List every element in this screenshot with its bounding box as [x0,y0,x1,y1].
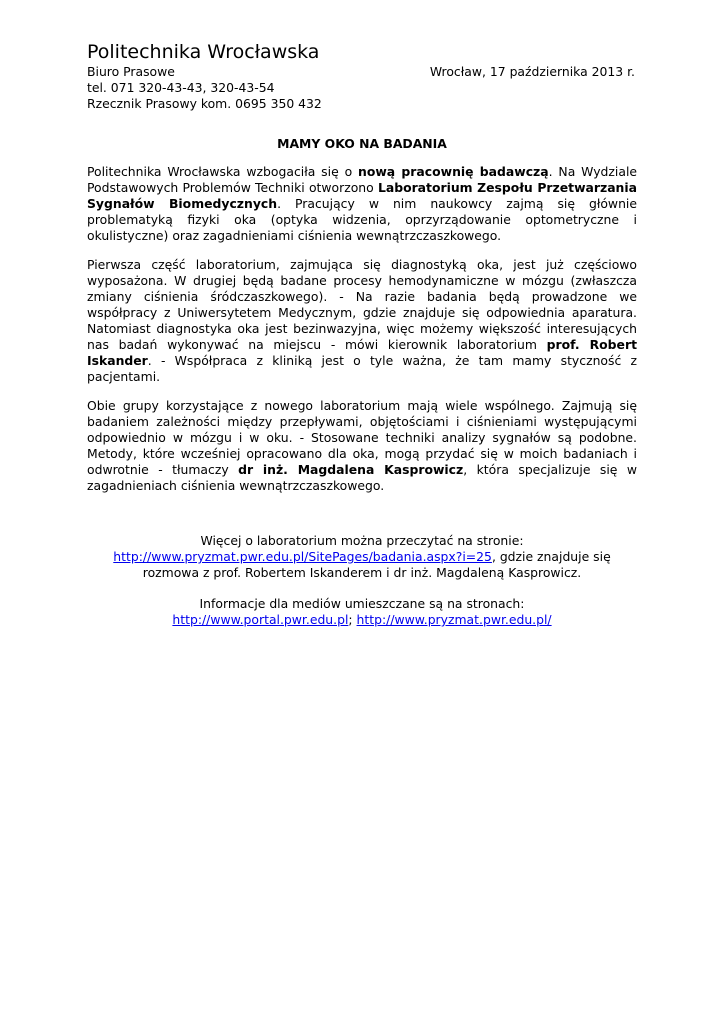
paragraph-1 [87,164,637,244]
document-title: MAMY OKO NA BADANIA [277,136,447,151]
link-separator: ; [348,612,357,627]
media-info-block [87,596,637,628]
p2-text-2: . - Współpraca z kliniką jest o tyle ważna, że tam mamy styczność z pacjentami. [87,353,637,384]
letterhead [87,64,637,112]
p1-text-1: Politechnika Wrocławska wzbogaciła się o [87,164,359,179]
more-info-block [87,533,637,581]
paragraph-2 [87,257,637,385]
more-info-after-link: , gdzie znajduje się [491,549,611,564]
p2-text-1: Pierwsza część laboratorium, zajmująca się diagnostyką oka, jest już częściowo wyposażona. W drugiej będą badane procesy hemodynamiczne w mózgu (zwłaszcza zmiany ciśnienia śródczaszkowego). - Na razie badania będą prowadzone we współpracy z Uniwersytetem Medycznym, gdzie znajduje się odpowiednia aparatura. Natomiast diagnostyka oka jest bezinwazyjna, więc możemy większość interesujących nas badań wykonywać na miejscu - mówi kierownik laboratorium [87,257,637,352]
p1-bold-1: nową pracownię badawczą [358,164,549,179]
media-info-intro: Informacje dla mediów umieszczane są na stronach: [199,596,525,611]
spokesperson-contact: Rzecznik Prasowy kom. 0695 350 432 [87,96,322,111]
p1-text-2: . Na Wydziale Podstawowych Problemów Techniki otworzono [87,164,638,195]
laboratory-article-link[interactable]: http://www.pryzmat.pwr.edu.pl/SitePages/badania.aspx?i=25 [113,549,492,564]
p3-text-2: , która specjalizuje się w zagadnieniach ciśnienia wewnątrzczaszkowego. [87,462,637,493]
pryzmat-link[interactable]: http://www.pryzmat.pwr.edu.pl/ [356,612,552,627]
press-release-page [87,40,637,628]
organization-name: Politechnika Wrocławska [87,41,320,63]
press-office-label: Biuro Prasowe [87,64,175,79]
p3-text-1: Obie grupy korzystające z nowego laboratorium mają wiele wspólnego. Zajmują się badaniem zależności między przepływami, objętościami i ciśnieniami występującymi odpowiednio w mózgu i w oku. - Stosowane techniki analizy sygnałów są podobne. Metody, które wcześniej opracowano dla oka, mogą przydać się w moich badaniach i odwrotnie - tłumaczy [87,398,637,477]
document-date: Wrocław, 17 października 2013 r. [429,64,635,79]
p3-bold-1: dr inż. Magdalena Kasprowicz [238,462,464,477]
paragraph-3 [87,398,637,494]
more-info-interview: rozmowa z prof. Robertem Iskanderem i dr inż. Magdaleną Kasprowicz. [142,565,582,580]
p2-bold-1: prof. Robert Iskander [87,337,637,368]
phone-numbers: tel. 071 320-43-43, 320-43-54 [87,80,275,95]
portal-link[interactable]: http://www.portal.pwr.edu.pl [172,612,349,627]
p1-text-3: . Pracujący w nim naukowcy zajmą się głównie problematyką fizyki oka (optyka widzenia, oprzyrządowanie optometryczne i okulistyczne) oraz zagadnieniami ciśnienia wewnątrzczaszkowego. [87,196,637,243]
more-info-intro: Więcej o laboratorium można przeczytać na stronie: [200,533,524,548]
p1-bold-2: Laboratorium Zespołu Przetwarzania Sygnałów Biomedycznych [87,180,637,211]
